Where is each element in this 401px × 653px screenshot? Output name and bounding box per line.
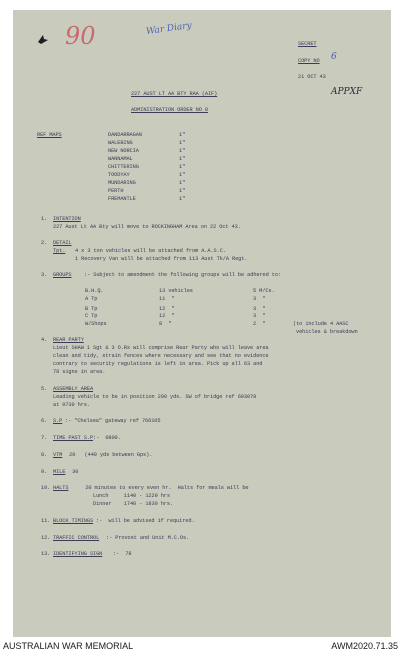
ref-maps-label: REF MAPS — [37, 132, 62, 138]
group-name: B.H.Q. — [85, 288, 104, 294]
sp-text: :- "Chelsea" gateway ref 766105 — [65, 418, 161, 424]
section-number: 5. — [41, 386, 48, 392]
detail-line-2: 1 Recovery Van will be attached from 113 Aust Tk/A Regt. — [75, 256, 248, 262]
red-number-annotation: 90 — [65, 22, 96, 50]
map-scale: 1" — [179, 180, 186, 186]
rear-party-line: Lieut SHAW 1 Sgt & 3 O.Rs will comprise Rear Party who will leave area — [53, 345, 269, 351]
map-name: WANNAMAL — [108, 156, 133, 162]
section-number: 7. — [41, 435, 48, 441]
section-heading-identifying-sign: IDENTIFYING SIGN — [53, 551, 103, 557]
map-scale: 1" — [179, 148, 186, 154]
archive-name: AUSTRALIAN WAR MEMORIAL — [3, 641, 134, 651]
assembly-line-2: at 0730 hrs. — [53, 402, 90, 408]
archive-reference: AWM2020.71.35 — [331, 641, 398, 651]
section-heading-assembly: ASSEMBLY AREA — [53, 386, 94, 392]
detail-line-1: 4 x 3 ton vehicles will be attached from A.A.S.C. — [75, 248, 226, 254]
group-name: W/Shops — [85, 321, 107, 327]
section-heading-detail: DETAIL — [53, 240, 72, 246]
time-past-sp-text: :- 0800. — [93, 435, 121, 441]
section-number: 12. — [41, 535, 51, 541]
group-vehicles: 11 " — [159, 296, 175, 302]
map-name: FREMANTLE — [108, 196, 136, 202]
map-name: CHITTERING — [108, 164, 139, 170]
group-vehicles: 12 " — [159, 313, 175, 319]
traffic-control-text: :- Provost and Unit M.C.Os. — [106, 535, 190, 541]
section-heading-intention: INTENTION — [53, 216, 81, 222]
section-heading-vtm: VTM — [53, 452, 63, 458]
block-timings-text: :- will be advised if required. — [96, 518, 195, 524]
map-name: TOODYAY — [108, 172, 130, 178]
order-title: ADMINISTRATION ORDER NO 8 — [131, 107, 208, 113]
section-heading-traffic-control: TRAFFIC CONTROL — [53, 535, 100, 541]
group-name: C Tp — [85, 313, 98, 319]
copy-number-label: COPY NO — [298, 58, 320, 64]
halts-lunch: Lunch 1140 - 1220 hrs — [93, 493, 170, 499]
section-number: 4. — [41, 337, 48, 343]
groups-text: :- Subject to amendment the following groups will be adhered to: — [84, 272, 282, 278]
section-heading-halts: HALTS — [53, 485, 69, 491]
section-number: 13. — [41, 551, 51, 557]
group-mcs: 5 M/Cs. — [253, 288, 275, 294]
group-name: A Tp — [85, 296, 98, 302]
group-name: B Tp — [85, 306, 98, 312]
secret-label: SECRET — [298, 41, 317, 47]
section-number: 1. — [41, 216, 48, 222]
map-name: NEW NORCIA — [108, 148, 139, 154]
war-diary-stamp: War Diary — [145, 20, 193, 38]
rear-party-line: clean and tidy, strain fences where necessary and see that no evidence — [53, 353, 269, 359]
identifying-sign-text: :- 78 — [113, 551, 132, 557]
halts-dinner: Dinner 1740 - 1830 hrs. — [93, 501, 174, 507]
map-scale: 1" — [179, 188, 186, 194]
map-scale: 1" — [179, 156, 186, 162]
group-mcs: 2 " — [253, 321, 266, 327]
halts-text: 20 minutes to every even hr. Halts for meals will be — [73, 485, 249, 491]
section-heading-time-past-sp: TIME PAST S.P — [53, 435, 94, 441]
section-number: 3. — [41, 272, 48, 278]
map-name: PERTH — [108, 188, 124, 194]
map-name: DANDARRAGAN — [108, 132, 142, 138]
section-heading-groups: GROUPS — [53, 272, 72, 278]
section-heading-sp: S.P — [53, 418, 63, 424]
assembly-line-1: Leading vehicle to be in position 200 yds. SW of bridge ref 693078 — [53, 394, 257, 400]
map-scale: 1" — [179, 172, 186, 178]
group-mcs: 3 " — [253, 306, 266, 312]
group-vehicles: 13 vehicles — [159, 288, 193, 294]
archive-footer — [0, 640, 401, 653]
map-scale: 1" — [179, 196, 186, 202]
document-page — [13, 10, 391, 637]
copy-number-value: 6 — [331, 52, 337, 62]
detail-prefix: Tpt. — [53, 248, 66, 254]
section-number: 2. — [41, 240, 48, 246]
unit-title: 227 AUST LT AA BTY RAA (AIF) — [131, 91, 218, 97]
group-vehicles: 8 " — [159, 321, 172, 327]
section-heading-mile: MILE — [53, 469, 66, 475]
appendix-annotation: APPXF — [331, 87, 363, 97]
section-number: 10. — [41, 485, 51, 491]
map-name: MUNDARING — [108, 180, 136, 186]
mile-text: 30 — [66, 469, 79, 475]
map-name: WALEBING — [108, 140, 133, 146]
section-heading-rear-party: REAR PARTY — [53, 337, 84, 343]
intention-text: 227 Aust Lt AA Bty will move to ROCKINGHAM Area on 22 Oct 43. — [53, 224, 241, 230]
section-number: 9. — [41, 469, 48, 475]
group-mcs: 3 " — [253, 296, 266, 302]
rear-party-line: 78 signs in area. — [53, 369, 106, 375]
group-mcs: 3 " — [253, 313, 266, 319]
section-heading-block-timings: BLOCK TIMINGS — [53, 518, 94, 524]
groups-note-2: vehicles & breakdown — [296, 329, 358, 335]
groups-note-1: (to include 4 AASC — [293, 321, 349, 327]
group-vehicles: 12 " — [159, 306, 175, 312]
map-scale: 1" — [179, 164, 186, 170]
pin-mark-icon — [35, 32, 51, 48]
rear-party-line: contrary to security regulations is left in area. Pick up all 63 and — [53, 361, 263, 367]
map-scale: 1" — [179, 132, 186, 138]
map-scale: 1" — [179, 140, 186, 146]
section-number: 11. — [41, 518, 51, 524]
section-number: 6. — [41, 418, 48, 424]
document-date: 21 OCT 43 — [298, 74, 326, 80]
section-number: 8. — [41, 452, 48, 458]
vtm-text: 20 (440 yds between Gps). — [63, 452, 153, 458]
